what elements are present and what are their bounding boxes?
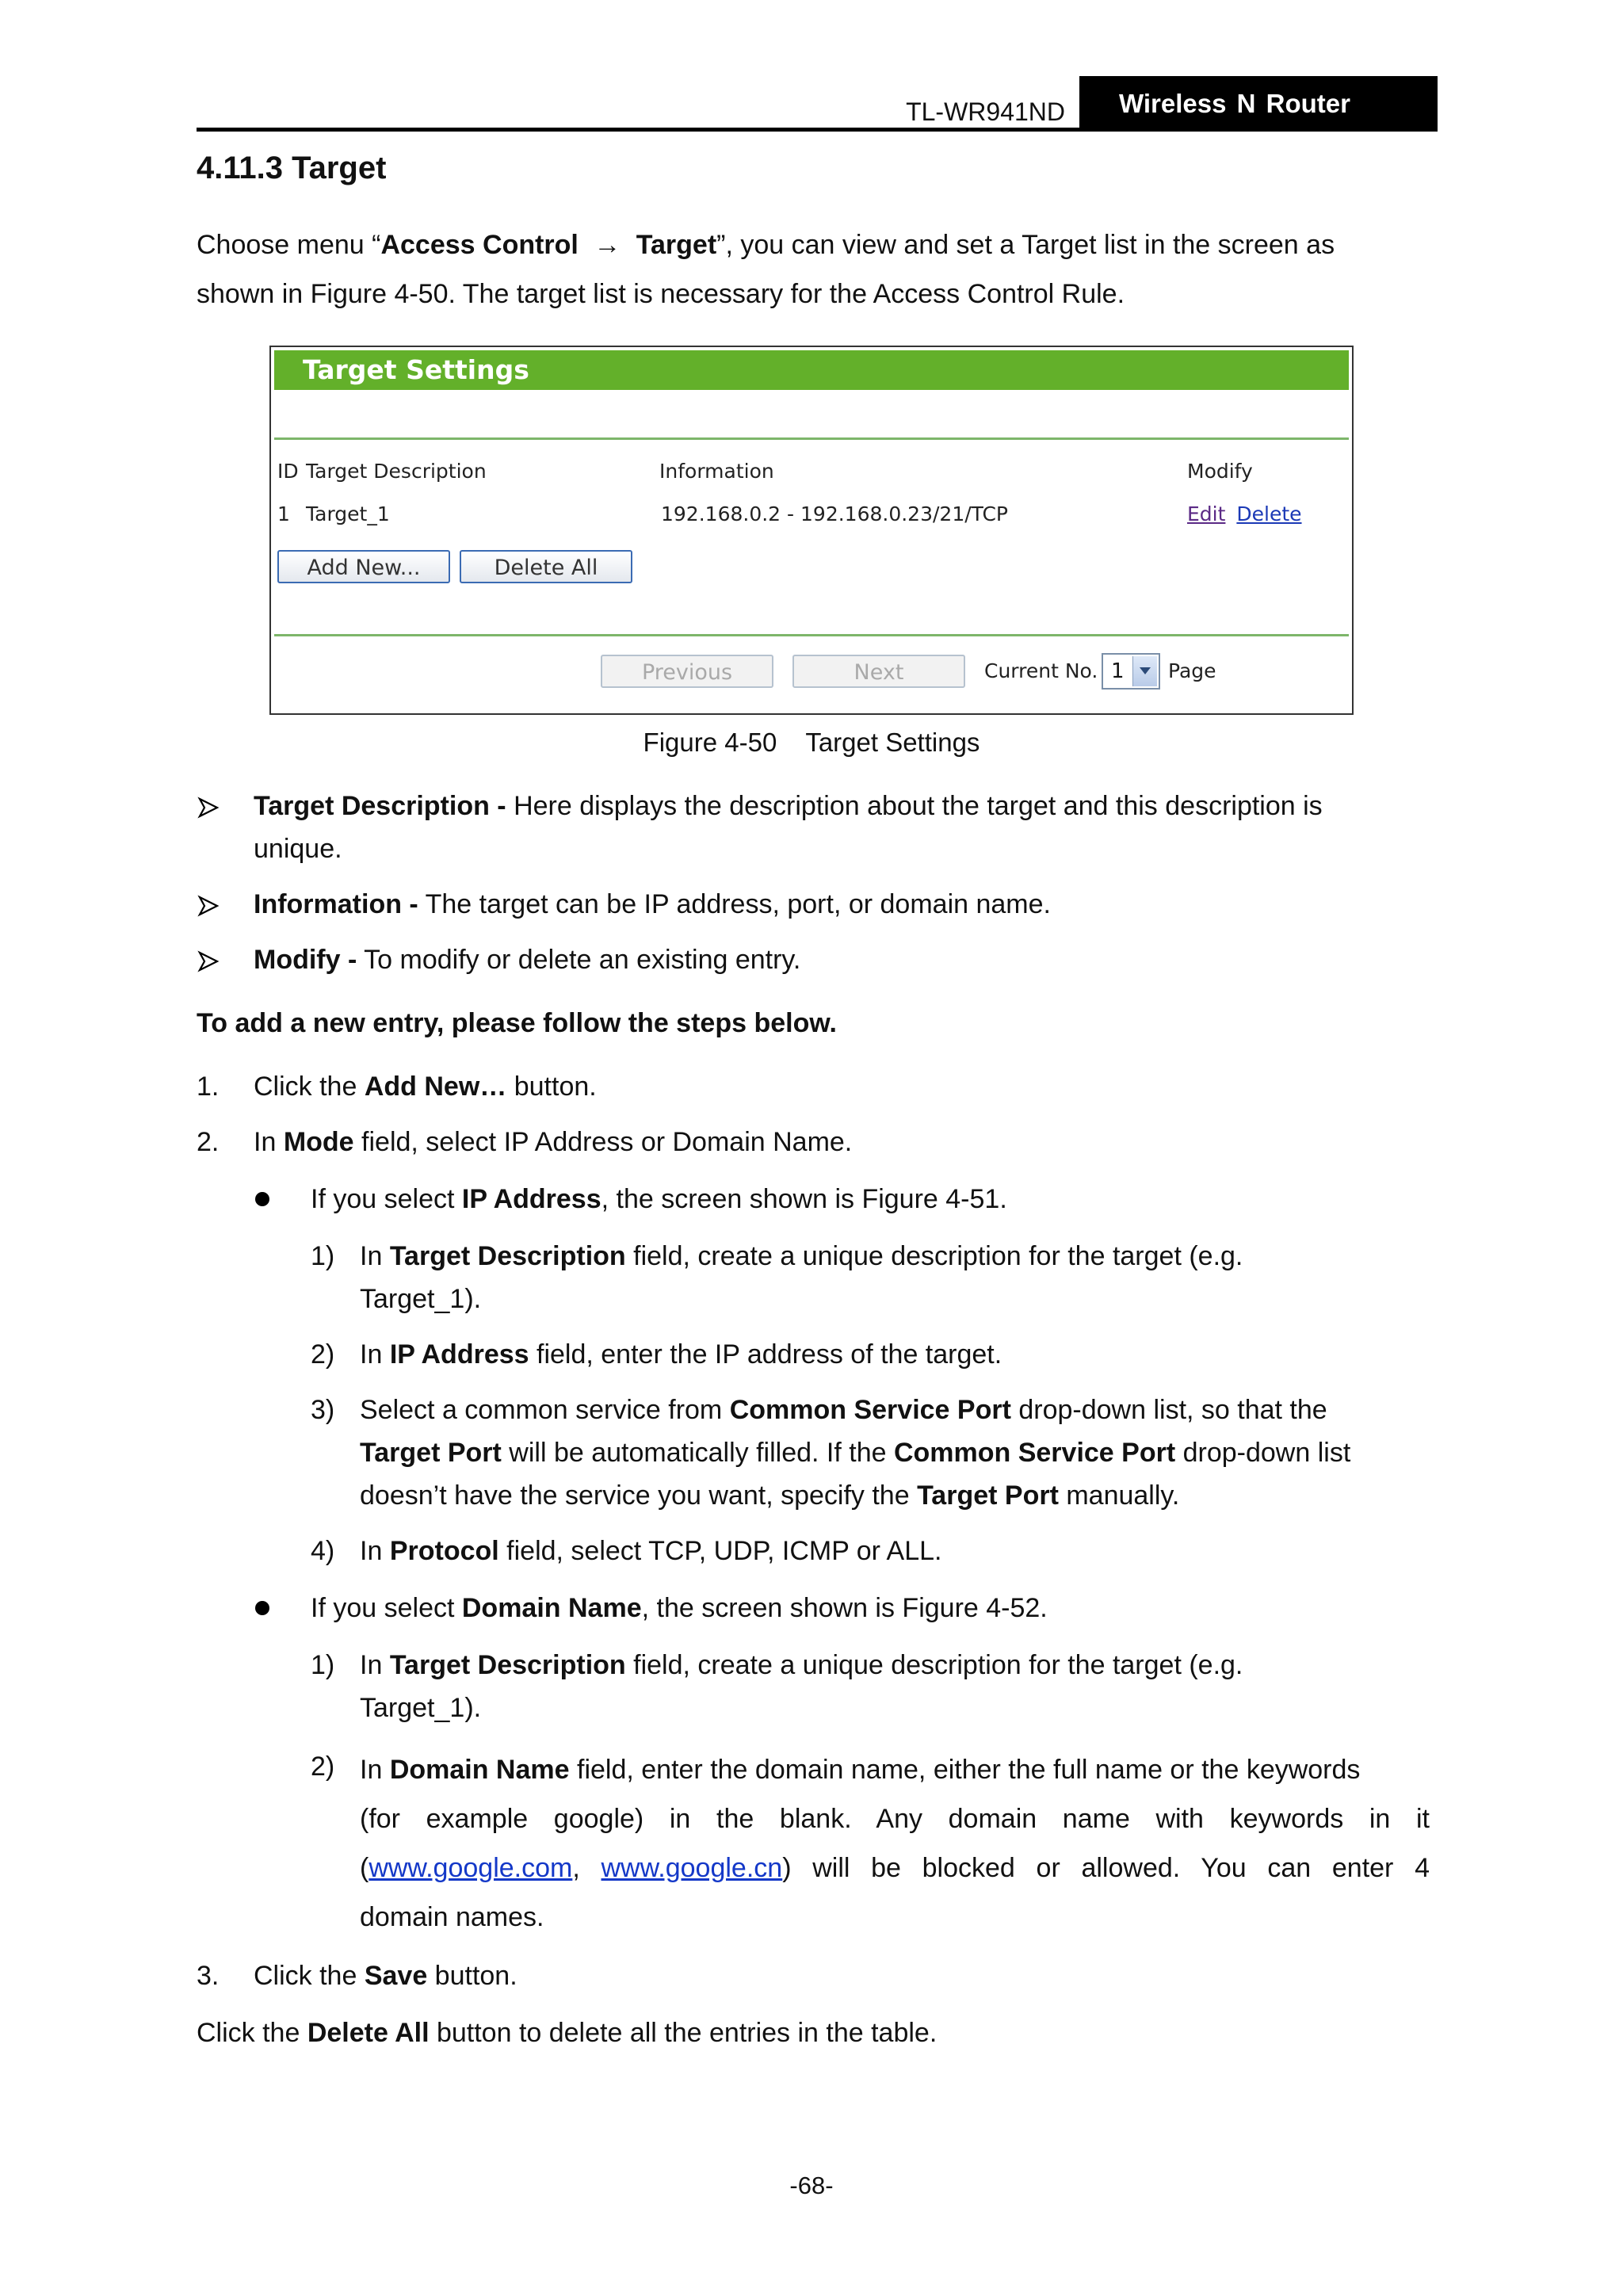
figure-caption: Figure 4-50 Target Settings — [643, 728, 980, 757]
row-modify — [1187, 502, 1302, 525]
def-target-description: Target Description - Here displays the description about the target and this description is — [254, 791, 1323, 821]
dn-step-2-line-3: (www.google.com, www.google.cn) will be blocked or allowed. You can enter 4 — [360, 1853, 1430, 1883]
ip-step-1-text: In Target Description field, create a unique description for the target (e.g. — [360, 1241, 1243, 1271]
final-note: Click the Delete All button to delete all the entries in the table. — [197, 2018, 938, 2048]
google-cn-link[interactable]: www.google.cn — [601, 1853, 783, 1883]
dn-step-1-text: In Target Description field, create a unique description for the target (e.g. — [360, 1650, 1243, 1680]
page-header — [197, 76, 1438, 132]
col-information-header: Information — [659, 460, 774, 483]
delete-all-button[interactable]: Delete All — [460, 550, 632, 583]
row-information: 192.168.0.2 - 192.168.0.23/21/TCP — [661, 502, 1008, 525]
ip-step-2-text: In IP Address field, enter the IP address of the target. — [360, 1339, 1002, 1370]
product-banner: Wireless N Router — [1079, 76, 1438, 132]
menu-arrow: → — [594, 230, 621, 260]
ip-step-4-number: 4) — [311, 1536, 335, 1566]
target-settings-screenshot — [269, 346, 1354, 715]
step-1-number: 1. — [197, 1072, 220, 1102]
col-description-header: Target Description — [306, 460, 487, 483]
ip-step-3-line-2: Target Port will be automatically filled. If the Common Service Port drop-down list — [360, 1438, 1351, 1468]
page-label: Page — [1168, 659, 1216, 682]
current-no-label: Current No. — [984, 659, 1098, 682]
step-3-text: Click the Save button. — [254, 1961, 517, 1991]
step-2-number: 2. — [197, 1127, 220, 1157]
step-3-number: 3. — [197, 1961, 220, 1991]
page-select[interactable] — [1102, 653, 1160, 690]
dn-step-2-line-4: domain names. — [360, 1902, 544, 1932]
step-2-text: In Mode field, select IP Address or Domain Name. — [254, 1127, 853, 1157]
def-target-description-cont: unique. — [254, 834, 342, 864]
bullet-dot-icon — [255, 1192, 269, 1206]
bullet-dot-icon — [255, 1601, 269, 1615]
header-rule — [197, 128, 1438, 132]
dn-step-2-line-1: In Domain Name field, enter the domain name, either the full name or the keywords — [360, 1755, 1361, 1785]
steps-heading: To add a new entry, please follow the steps below. — [197, 1008, 837, 1038]
previous-button[interactable]: Previous — [601, 655, 773, 688]
arrow-bullet-icon — [197, 949, 220, 973]
chevron-down-icon — [1132, 656, 1157, 686]
page-number: -68- — [789, 2172, 834, 2199]
col-modify-header: Modify — [1187, 460, 1253, 483]
def-modify: Modify - To modify or delete an existing entry. — [254, 945, 801, 975]
panel-rule-bottom — [274, 634, 1349, 636]
def-information: Information - The target can be IP address, port, or domain name. — [254, 889, 1051, 919]
ip-step-2-number: 2) — [311, 1339, 335, 1370]
google-com-link[interactable]: www.google.com — [369, 1853, 573, 1883]
ip-address-branch: If you select IP Address, the screen shown is Figure 4-51. — [311, 1184, 1007, 1214]
next-button[interactable]: Next — [792, 655, 965, 688]
panel-rule-top — [274, 437, 1349, 440]
dn-step-1-number: 1) — [311, 1650, 335, 1680]
ip-step-1-cont: Target_1). — [360, 1284, 482, 1314]
intro-line-2: shown in Figure 4-50. The target list is necessary for the Access Control Rule. — [197, 279, 1125, 309]
dn-step-1-cont: Target_1). — [360, 1693, 482, 1723]
dn-step-2-number: 2) — [311, 1752, 335, 1782]
edit-link[interactable]: Edit — [1187, 502, 1226, 525]
delete-link[interactable]: Delete — [1236, 502, 1302, 525]
add-new-button[interactable]: Add New... — [277, 550, 450, 583]
arrow-bullet-icon — [197, 796, 220, 819]
model-name: TL-WR941ND — [906, 97, 1065, 126]
row-description: Target_1 — [306, 502, 390, 525]
arrow-bullet-icon — [197, 894, 220, 918]
domain-name-branch: If you select Domain Name, the screen shown is Figure 4-52. — [311, 1593, 1048, 1623]
dn-step-2-line-2: (for example google) in the blank. Any domain name with keywords in it — [360, 1804, 1430, 1834]
step-1-text: Click the Add New… button. — [254, 1072, 597, 1102]
intro-line-1: Choose menu “Access Control → Target”, you can view and set a Target list in the screen as — [197, 230, 1335, 260]
page-select-value: 1 — [1111, 659, 1125, 683]
row-id: 1 — [277, 502, 290, 525]
panel-title: Target Settings — [274, 350, 1349, 390]
ip-step-3-number: 3) — [311, 1395, 335, 1425]
ip-step-3-line-1: Select a common service from Common Service Port drop-down list, so that the — [360, 1395, 1327, 1425]
ip-step-4-text: In Protocol field, select TCP, UDP, ICMP or ALL. — [360, 1536, 942, 1566]
col-id-header: ID — [277, 460, 299, 483]
section-title: 4.11.3 Target — [197, 151, 387, 185]
ip-step-1-number: 1) — [311, 1241, 335, 1271]
ip-step-3-line-3: doesn’t have the service you want, specify the Target Port manually. — [360, 1480, 1180, 1511]
